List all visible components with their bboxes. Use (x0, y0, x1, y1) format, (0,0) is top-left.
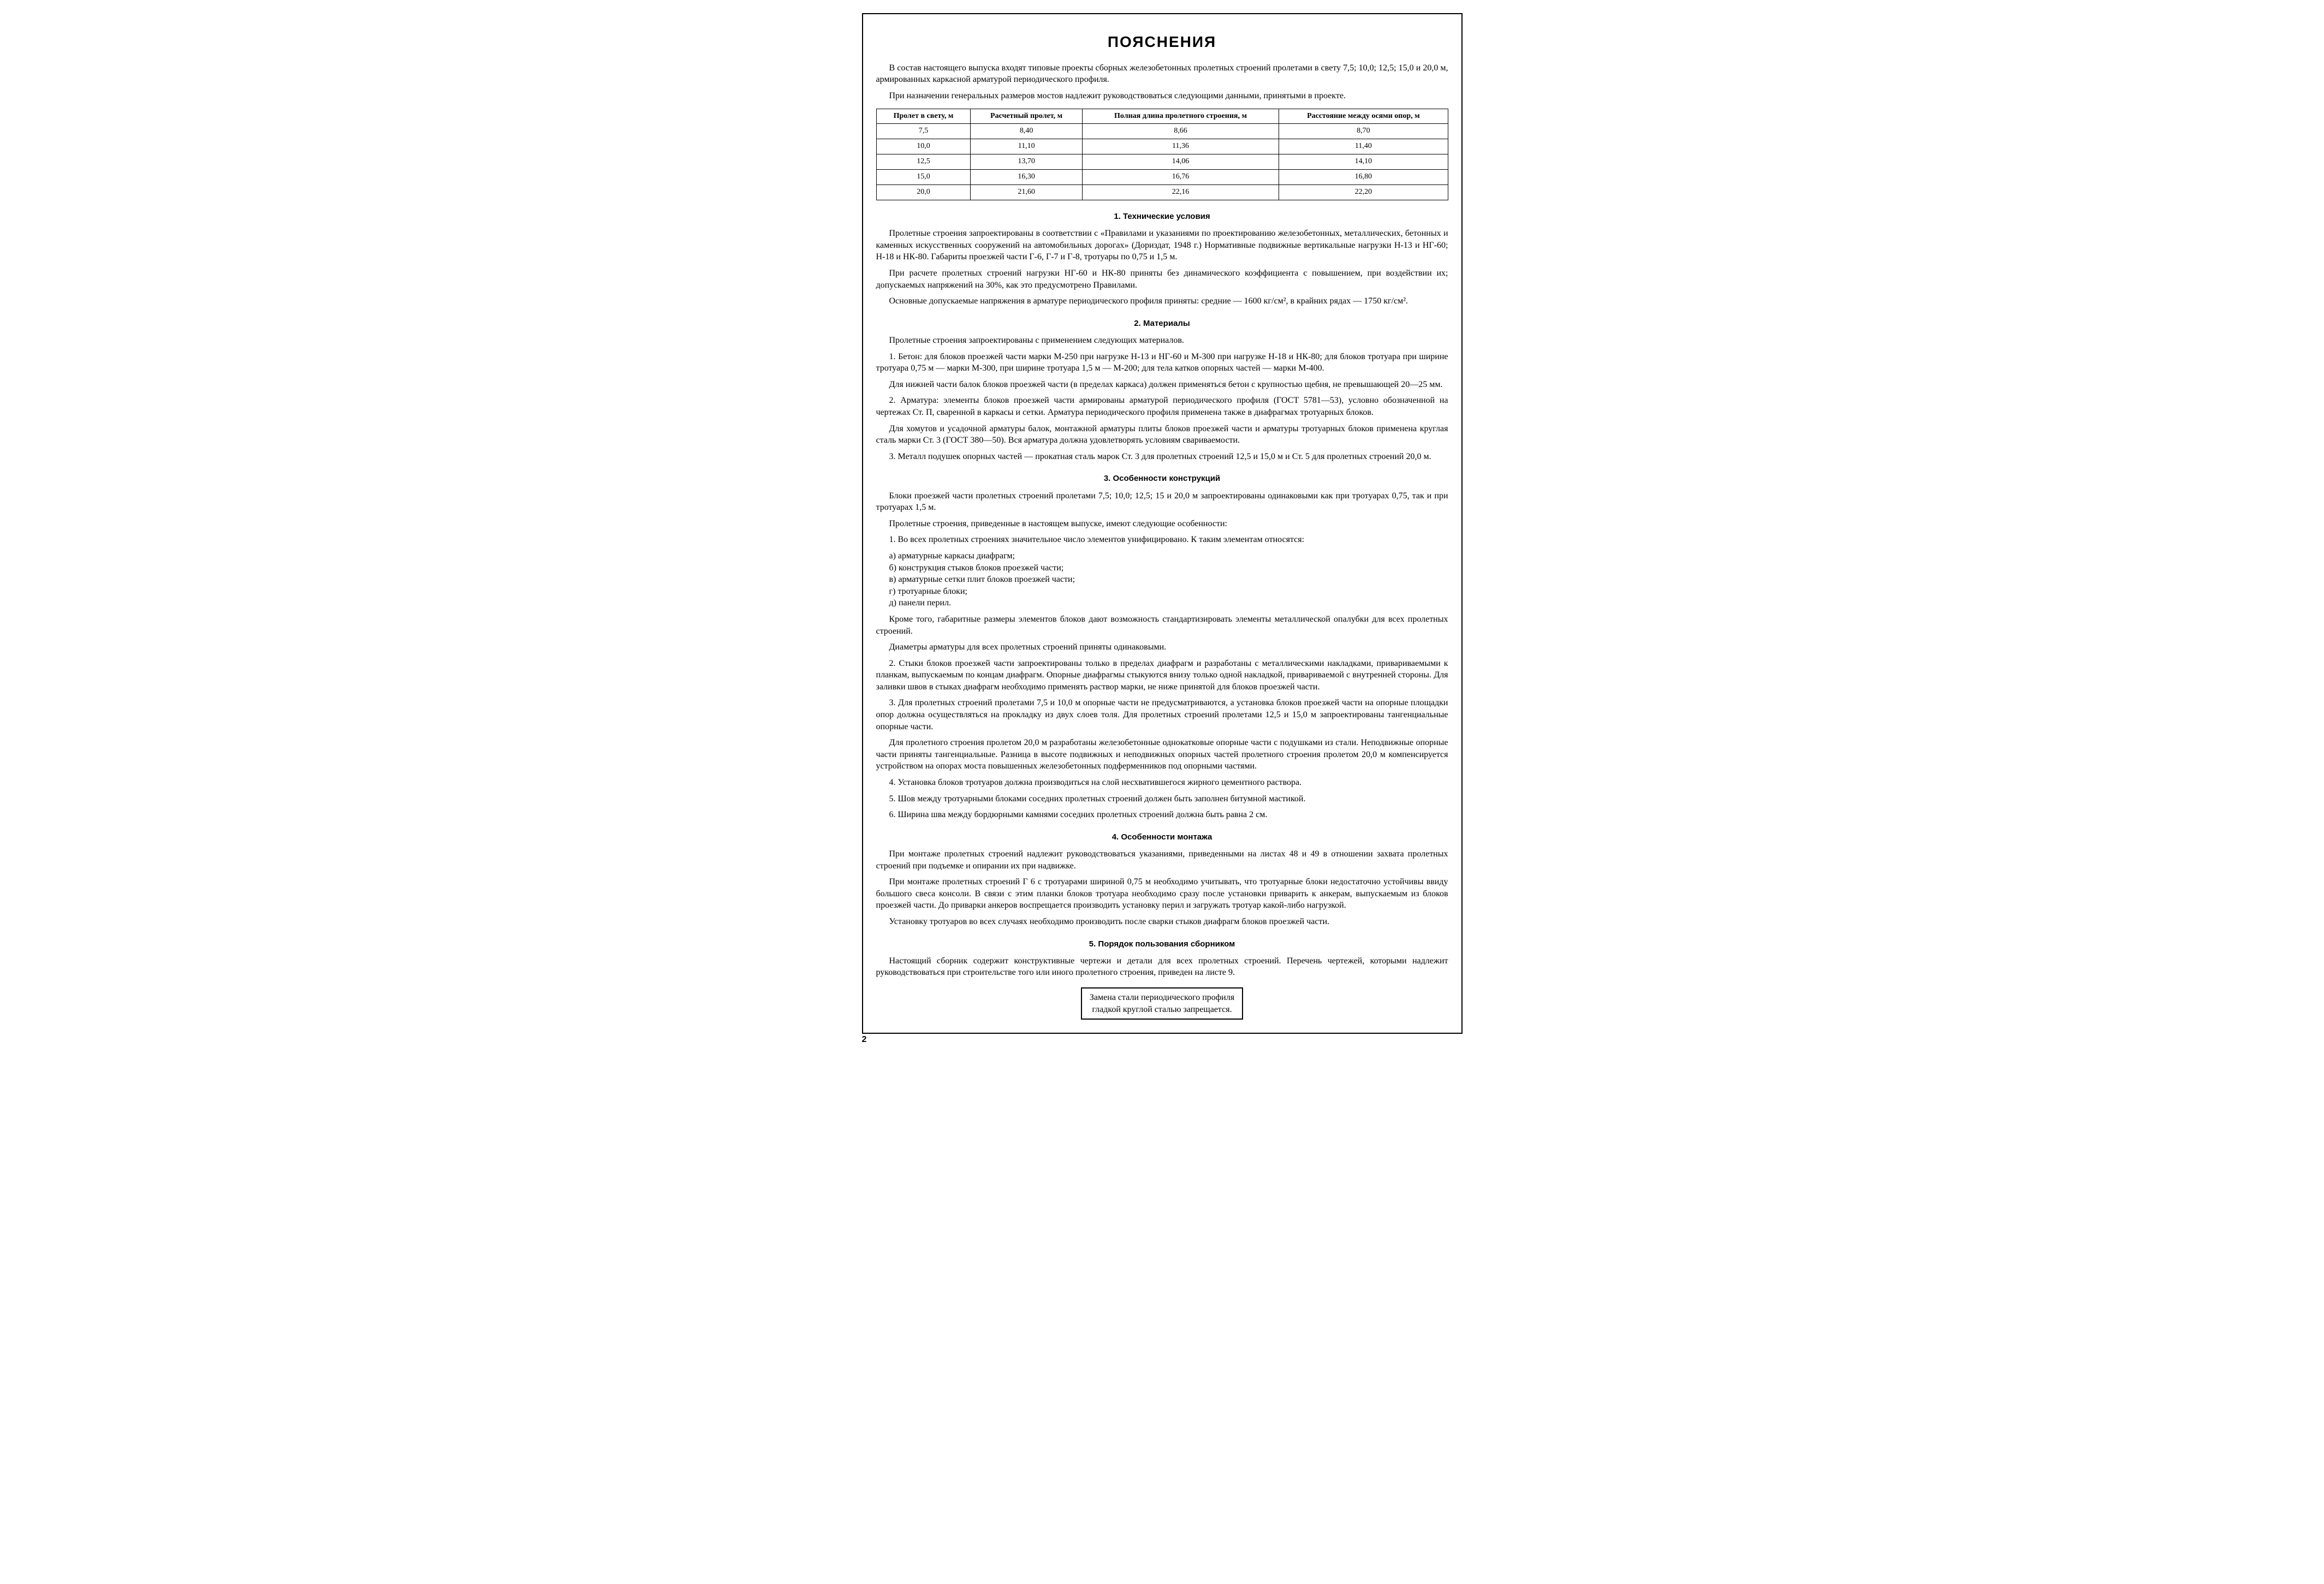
page-frame (862, 13, 1463, 1034)
warning-box (1081, 987, 1243, 1020)
paragraph: Пролетные строения запроектированы в соответствии с «Правилами и указаниями по проектированию железобетонных, металлических, бетонных и каменных искусственных сооружений на автомобильных дорогах» (Дориздат, 1948 г.) Нормативные подвижные вертикальные нагрузки Н-13 и НГ-60; Н-18 и НК-80. Габариты проезжей части Г-6, Г-7 и Г-8, тротуары по 0,75 и 1,5 м. (876, 229, 1448, 262)
list-item: а) арматурные каркасы диафрагм; (889, 551, 1015, 561)
section-heading: 5. Порядок пользования сборником (1089, 939, 1235, 949)
table-row: 12,5 13,70 14,06 14,10 (876, 154, 1448, 170)
paragraph: 5. Шов между тротуарными блоками соседних пролетных строений должен быть заполнен битумной мастикой. (889, 794, 1306, 803)
table-header-cell: Пролет в свету, м (876, 109, 971, 124)
paragraph: Кроме того, габаритные размеры элементов блоков дают возможность стандартизировать элементы металлической опалубки для всех пролетных строений. (876, 614, 1448, 636)
paragraph: 6. Ширина шва между бордюрными камнями соседних пролетных строений должна быть равна 2 см. (889, 810, 1268, 820)
paragraph: Основные допускаемые напряжения в арматуре периодического профиля приняты: средние — 1600 кг/см², в крайних рядах — 1750 кг/см². (889, 296, 1408, 306)
paragraph: Пролетные строения, приведенные в настоящем выпуске, имеют следующие особенности: (889, 519, 1227, 528)
paragraph: Настоящий сборник содержит конструктивные чертежи и детали для всех пролетных строений. Перечень чертежей, которыми надлежит руководствоваться при строительстве того или иного пролетного строения, приведен на листе 9. (876, 956, 1448, 978)
table-row: 7,5 8,40 8,66 8,70 (876, 124, 1448, 139)
paragraph: 3. Для пролетных строений пролетами 7,5 и 10,0 м опорные части не предусматриваются, а установка блоков проезжей части на опорные площадки опор должна осуществляться на прокладку из двух слоев толя. Для пролетных строений пролетами 12,5 и 15,0 м запроектированы тангенциальные опорные части. (876, 698, 1448, 731)
table-header-cell: Расстояние между осями опор, м (1279, 109, 1448, 124)
section-heading: 3. Особенности конструкций (1103, 474, 1221, 484)
section-heading: 2. Материалы (1134, 318, 1190, 328)
table-row: 15,0 16,30 16,76 16,80 (876, 170, 1448, 185)
paragraph: При монтаже пролетных строений Г 6 с тротуарами шириной 0,75 м необходимо учитывать, что тротуарные блоки недостаточно устойчивы ввиду большого свеса консоли. В связи с этим планки блоков тротуара необходимо сразу после установки приварить к анкерам, выпускаемым из блоков проезжей части. До приварки анкеров воспрещается производить установку перил и загружать тротуар какой-либо нагрузкой. (876, 877, 1448, 910)
intro-paragraph: В состав настоящего выпуска входят типовые проекты сборных железобетонных пролетных строений пролетами в свету 7,5; 10,0; 12,5; 15,0 и 20,0 м, армированных каркасной арматурой периодического профиля. (876, 63, 1448, 85)
paragraph: 1. Во всех пролетных строениях значительное число элементов унифицировано. К таким элементам относятся: (889, 535, 1305, 545)
paragraph: Для хомутов и усадочной арматуры балок, монтажной арматуры плиты блоков проезжей части и арматуры тротуарных блоков применена круглая сталь марки Ст. 3 (ГОСТ 380—50). Вся арматура должна удовлетворять условиям свариваемости. (876, 424, 1448, 445)
list-item: д) панели перил. (889, 598, 952, 608)
list-item: г) тротуарные блоки; (889, 586, 967, 596)
spans-table (876, 109, 1448, 200)
warning-line: Замена стали периодического профиля (1089, 993, 1235, 1003)
table-header-cell: Полная длина пролетного строения, м (1082, 109, 1279, 124)
section-heading: 1. Технические условия (1114, 211, 1210, 221)
paragraph: 3. Металл подушек опорных частей — прокатная сталь марок Ст. 3 для пролетных строений 12,5 и 15,0 м и Ст. 5 для пролетных строений 20,0 м. (889, 451, 1431, 461)
paragraph: Пролетные строения запроектированы с применением следующих материалов. (889, 335, 1184, 345)
paragraph: Для пролетного строения пролетом 20,0 м разработаны железобетонные однокатковые опорные части с подушками из стали. Неподвижные опорные части приняты тангенциальные. Разница в высоте подвижных и неподвижных опорных частей пролетного строения пролетом 20,0 м компенсируется устройством на опорах моста повышенных железобетонных подферменников под опорными частями. (876, 738, 1448, 771)
paragraph: Для нижней части балок блоков проезжей части (в пределах каркаса) должен применяться бетон с крупностью щебня, не превышающей 20—25 мм. (889, 379, 1443, 389)
table-row: 20,0 21,60 22,16 22,20 (876, 185, 1448, 200)
table-row: 10,0 11,10 11,36 11,40 (876, 139, 1448, 154)
list-item: б) конструкция стыков блоков проезжей части; (889, 563, 1064, 573)
paragraph: При монтаже пролетных строений надлежит руководствоваться указаниями, приведенными на листах 48 и 49 в отношении захвата пролетных строений при подъемке и опирании их при надвижке. (876, 849, 1448, 871)
elements-list (876, 550, 1448, 609)
page-number: 2 (861, 1035, 867, 1045)
paragraph: При расчете пролетных строений нагрузки НГ-60 и НК-80 приняты без динамического коэффициента с повышением, при воздействии их; допускаемых напряжений на 30%, как это предусмотрено Правилами. (876, 268, 1448, 290)
paragraph: 2. Стыки блоков проезжей части запроектированы только в пределах диафрагм и разработаны с металлическими накладками, привариваемыми к планкам, выпускаемым по концам диафрагм. Опорные диафрагмы стыкуются внизу только одной накладкой, привариваемой с внутренней стороны. Для заливки швов в стыках диафрагм необходимо применять раствор марки, не ниже принятой для блоков проезжей части. (876, 658, 1448, 692)
paragraph: Блоки проезжей части пролетных строений пролетами 7,5; 10,0; 12,5; 15 и 20,0 м запроектированы одинаковыми как при тротуарах 0,75, так и при тротуарах 1,5 м. (876, 491, 1448, 513)
paragraph: 4. Установка блоков тротуаров должна производиться на слой несхватившегося жирного цементного раствора. (889, 778, 1302, 788)
section-heading: 4. Особенности монтажа (1112, 832, 1212, 842)
list-item: в) арматурные сетки плит блоков проезжей части; (889, 575, 1075, 585)
intro-paragraph: При назначении генеральных размеров мостов надлежит руководствоваться следующими данными, принятыми в проекте. (889, 91, 1346, 100)
paragraph: 1. Бетон: для блоков проезжей части марки М-250 при нагрузке Н-13 и НГ-60 и М-300 при нагрузке Н-18 и НК-80; для блоков тротуара при ширине тротуара 0,75 м — марки М-300, при ширине тротуара 1,5 м — М-200; для тела катков опорных частей — марки М-400. (876, 352, 1448, 373)
paragraph: Диаметры арматуры для всех пролетных строений приняты одинаковыми. (889, 642, 1167, 652)
paragraph: Установку тротуаров во всех случаях необходимо производить после сварки стыков диафрагм блоков проезжей части. (889, 917, 1330, 927)
page-title: ПОЯСНЕНИЯ (1107, 33, 1217, 50)
table-header-cell: Расчетный пролет, м (971, 109, 1082, 124)
warning-line: гладкой круглой сталью запрещается. (1092, 1004, 1232, 1014)
paragraph: 2. Арматура: элементы блоков проезжей части армированы арматурой периодического профиля (ГОСТ 5781—53), условно обозначенной на чертежах Ст. П, сваренной в каркасы и сетки. Арматура периодического профиля применена также в диафрагмах тротуарных блоков. (876, 396, 1448, 417)
